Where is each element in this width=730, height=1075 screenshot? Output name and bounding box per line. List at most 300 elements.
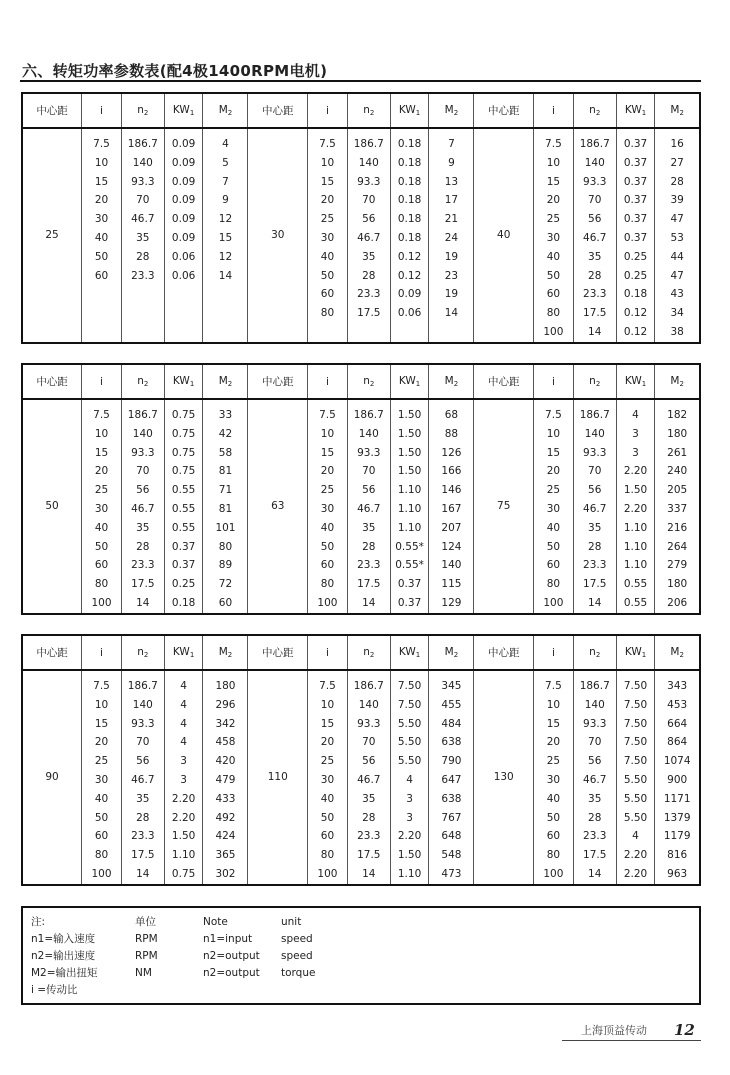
speed-cell: 35	[573, 790, 616, 809]
table-row	[22, 752, 700, 771]
torque-cell: 28	[655, 173, 700, 192]
ratio-cell: 25	[82, 752, 122, 771]
power-cell: 3	[616, 444, 655, 463]
note-row	[23, 931, 699, 947]
ratio-cell: 7.5	[534, 128, 574, 154]
power-cell: 1.10	[616, 538, 655, 557]
ratio-cell: 50	[82, 538, 122, 557]
torque-cell: 15	[203, 229, 248, 248]
torque-cell: 33	[203, 399, 248, 425]
speed-cell: 17.5	[121, 575, 164, 594]
ratio-cell: 10	[308, 425, 348, 444]
power-cell: 0.75	[164, 399, 203, 425]
ratio-cell: 30	[82, 771, 122, 790]
table-row	[22, 519, 700, 538]
header-torque: $M_2$	[655, 635, 700, 670]
torque-cell: 296	[203, 696, 248, 715]
power-cell: 0.12	[390, 248, 429, 267]
torque-cell: 638	[429, 733, 474, 752]
power-cell: 2.20	[164, 809, 203, 828]
table-row	[22, 154, 700, 173]
speed-cell: 46.7	[121, 500, 164, 519]
ratio-cell: 100	[308, 865, 348, 885]
table-row	[22, 481, 700, 500]
header-center-distance: 中心距	[22, 364, 82, 399]
speed-cell: 70	[573, 733, 616, 752]
speed-cell: 35	[121, 519, 164, 538]
ratio-cell: 30	[534, 229, 574, 248]
table-row	[22, 827, 700, 846]
header-ratio: i	[308, 364, 348, 399]
torque-cell: 264	[655, 538, 700, 557]
header-torque: $M_2$	[655, 364, 700, 399]
torque-cell: 453	[655, 696, 700, 715]
power-cell	[390, 323, 429, 343]
power-cell: 7.50	[616, 670, 655, 696]
torque-cell: 27	[655, 154, 700, 173]
torque-cell: 455	[429, 696, 474, 715]
power-cell: 0.18	[164, 594, 203, 614]
power-cell: 4	[390, 771, 429, 790]
speed-cell: 14	[121, 594, 164, 614]
speed-cell: 140	[573, 425, 616, 444]
header-center-distance: 中心距	[22, 635, 82, 670]
ratio-cell	[82, 323, 122, 343]
header-output-speed: $n_2$	[347, 364, 390, 399]
header-center-distance: 中心距	[248, 635, 308, 670]
power-cell: 0.09	[164, 173, 203, 192]
speed-cell	[347, 323, 390, 343]
ratio-cell	[308, 323, 348, 343]
power-cell: 0.55	[616, 575, 655, 594]
torque-cell: 88	[429, 425, 474, 444]
power-cell: 2.20	[616, 865, 655, 885]
speed-cell: 35	[121, 229, 164, 248]
torque-cell: 484	[429, 715, 474, 734]
ratio-cell: 10	[82, 154, 122, 173]
power-cell: 0.75	[164, 462, 203, 481]
table-row	[22, 285, 700, 304]
power-cell: 0.55	[616, 594, 655, 614]
ratio-cell: 15	[534, 444, 574, 463]
speed-cell: 93.3	[121, 715, 164, 734]
power-cell: 0.18	[390, 210, 429, 229]
torque-cell: 345	[429, 670, 474, 696]
torque-cell: 5	[203, 154, 248, 173]
page-title: 六、转矩功率参数表(配4极1400RPM电机)	[22, 62, 328, 80]
torque-cell: 790	[429, 752, 474, 771]
ratio-cell: 100	[534, 865, 574, 885]
torque-cell: 14	[203, 267, 248, 286]
torque-cell: 19	[429, 285, 474, 304]
note-text: 注:	[31, 916, 46, 928]
ratio-cell: 25	[308, 210, 348, 229]
speed-cell: 93.3	[573, 715, 616, 734]
ratio-cell: 10	[534, 696, 574, 715]
ratio-cell: 100	[534, 323, 574, 343]
title-rule	[20, 80, 701, 82]
ratio-cell: 60	[534, 556, 574, 575]
speed-cell: 140	[121, 696, 164, 715]
header-power: $KW_1$	[390, 635, 429, 670]
torque-cell: 548	[429, 846, 474, 865]
speed-cell: 28	[347, 267, 390, 286]
speed-cell: 56	[121, 752, 164, 771]
ratio-cell: 7.5	[308, 128, 348, 154]
speed-cell: 56	[573, 210, 616, 229]
power-cell: 4	[164, 696, 203, 715]
power-cell: 0.37	[390, 575, 429, 594]
ratio-cell: 20	[308, 733, 348, 752]
power-cell: 1.50	[390, 462, 429, 481]
parameter-table-3	[21, 634, 701, 886]
ratio-cell: 100	[82, 865, 122, 885]
power-cell: 3	[164, 771, 203, 790]
speed-cell: 93.3	[121, 173, 164, 192]
header-center-distance: 中心距	[22, 93, 82, 128]
power-cell: 0.37	[616, 191, 655, 210]
ratio-cell: 25	[534, 210, 574, 229]
ratio-cell: 15	[82, 173, 122, 192]
ratio-cell: 7.5	[534, 670, 574, 696]
power-cell: 2.20	[616, 462, 655, 481]
torque-cell: 146	[429, 481, 474, 500]
table-row	[22, 771, 700, 790]
table-row	[22, 267, 700, 286]
torque-cell: 1074	[655, 752, 700, 771]
ratio-cell: 60	[308, 285, 348, 304]
ratio-cell: 50	[534, 267, 574, 286]
power-cell: 1.10	[390, 519, 429, 538]
ratio-cell: 80	[308, 304, 348, 323]
torque-cell: 342	[203, 715, 248, 734]
speed-cell: 35	[573, 248, 616, 267]
torque-cell: 900	[655, 771, 700, 790]
table-row	[22, 575, 700, 594]
torque-cell: 7	[203, 173, 248, 192]
torque-cell: 7	[429, 128, 474, 154]
power-cell: 3	[616, 425, 655, 444]
header-ratio: i	[82, 364, 122, 399]
power-cell	[164, 304, 203, 323]
ratio-cell: 30	[308, 229, 348, 248]
header-torque: $M_2$	[429, 93, 474, 128]
ratio-cell: 7.5	[308, 670, 348, 696]
torque-cell: 206	[655, 594, 700, 614]
speed-cell: 23.3	[121, 267, 164, 286]
power-cell: 0.09	[164, 229, 203, 248]
note-text: torque	[281, 967, 316, 979]
header-output-speed: $n_2$	[121, 364, 164, 399]
ratio-cell: 20	[82, 191, 122, 210]
speed-cell: 46.7	[573, 500, 616, 519]
speed-cell: 23.3	[573, 556, 616, 575]
speed-cell: 28	[573, 538, 616, 557]
power-cell: 1.50	[390, 444, 429, 463]
speed-cell: 35	[347, 519, 390, 538]
note-text: Note	[203, 916, 228, 928]
ratio-cell: 80	[534, 846, 574, 865]
center-distance-cell: 40	[474, 128, 534, 343]
ratio-cell: 50	[82, 809, 122, 828]
header-output-speed: $n_2$	[347, 635, 390, 670]
header-output-speed: $n_2$	[121, 93, 164, 128]
ratio-cell	[82, 304, 122, 323]
header-center-distance: 中心距	[248, 93, 308, 128]
ratio-cell: 10	[308, 696, 348, 715]
ratio-cell: 10	[308, 154, 348, 173]
speed-cell: 17.5	[347, 304, 390, 323]
header-ratio: i	[308, 635, 348, 670]
speed-cell: 46.7	[121, 771, 164, 790]
header-power: $KW_1$	[616, 364, 655, 399]
ratio-cell: 80	[82, 846, 122, 865]
torque-cell: 81	[203, 462, 248, 481]
speed-cell: 56	[573, 481, 616, 500]
torque-cell: 72	[203, 575, 248, 594]
center-distance-cell: 30	[248, 128, 308, 343]
torque-cell: 60	[203, 594, 248, 614]
speed-cell: 17.5	[573, 846, 616, 865]
power-cell: 7.50	[616, 715, 655, 734]
table-row	[22, 670, 700, 696]
header-output-speed: $n_2$	[347, 93, 390, 128]
speed-cell: 17.5	[347, 575, 390, 594]
ratio-cell: 25	[308, 481, 348, 500]
header-ratio: i	[534, 364, 574, 399]
ratio-cell: 25	[534, 481, 574, 500]
speed-cell	[121, 285, 164, 304]
speed-cell	[121, 304, 164, 323]
ratio-cell: 25	[82, 481, 122, 500]
torque-cell: 1171	[655, 790, 700, 809]
center-distance-cell: 90	[22, 670, 82, 885]
torque-cell: 167	[429, 500, 474, 519]
table-row	[22, 128, 700, 154]
speed-cell: 70	[347, 462, 390, 481]
ratio-cell: 80	[308, 575, 348, 594]
speed-cell: 56	[347, 752, 390, 771]
torque-cell: 21	[429, 210, 474, 229]
ratio-cell: 20	[308, 191, 348, 210]
power-cell: 0.18	[616, 285, 655, 304]
header-torque: $M_2$	[203, 635, 248, 670]
power-cell: 1.10	[390, 500, 429, 519]
ratio-cell: 25	[308, 752, 348, 771]
header-torque: $M_2$	[655, 93, 700, 128]
power-cell: 0.37	[616, 128, 655, 154]
ratio-cell: 40	[308, 519, 348, 538]
note-text: M2=输出扭矩	[31, 967, 98, 979]
torque-cell: 53	[655, 229, 700, 248]
header-ratio: i	[308, 93, 348, 128]
speed-cell: 70	[121, 191, 164, 210]
torque-cell: 129	[429, 594, 474, 614]
speed-cell: 28	[573, 809, 616, 828]
speed-cell: 28	[121, 248, 164, 267]
table-row	[22, 462, 700, 481]
ratio-cell: 100	[534, 594, 574, 614]
torque-cell: 433	[203, 790, 248, 809]
speed-cell: 186.7	[121, 399, 164, 425]
header-power: $KW_1$	[164, 635, 203, 670]
power-cell: 1.10	[616, 519, 655, 538]
speed-cell: 70	[121, 462, 164, 481]
power-cell: 1.10	[164, 846, 203, 865]
speed-cell: 186.7	[573, 670, 616, 696]
ratio-cell: 20	[534, 462, 574, 481]
power-cell: 0.18	[390, 229, 429, 248]
power-cell: 5.50	[616, 809, 655, 828]
header-power: $KW_1$	[616, 93, 655, 128]
speed-cell: 23.3	[347, 827, 390, 846]
note-text: n2=输出速度	[31, 950, 96, 962]
torque-cell: 343	[655, 670, 700, 696]
note-text: 单位	[135, 916, 156, 928]
ratio-cell: 20	[308, 462, 348, 481]
power-cell: 7.50	[616, 733, 655, 752]
speed-cell: 23.3	[347, 556, 390, 575]
ratio-cell: 60	[82, 267, 122, 286]
table-row	[22, 696, 700, 715]
power-cell: 0.09	[164, 128, 203, 154]
speed-cell: 23.3	[121, 556, 164, 575]
torque-cell: 166	[429, 462, 474, 481]
power-cell: 0.09	[390, 285, 429, 304]
note-text: n1=input	[203, 933, 253, 945]
speed-cell: 14	[347, 594, 390, 614]
power-cell: 0.37	[164, 556, 203, 575]
power-cell: 1.50	[390, 399, 429, 425]
torque-cell: 302	[203, 865, 248, 885]
speed-cell: 46.7	[573, 229, 616, 248]
ratio-cell: 60	[308, 827, 348, 846]
speed-cell: 140	[347, 154, 390, 173]
center-distance-cell: 130	[474, 670, 534, 885]
torque-cell: 816	[655, 846, 700, 865]
note-text: unit	[281, 916, 302, 928]
torque-cell: 126	[429, 444, 474, 463]
power-cell: 0.37	[616, 173, 655, 192]
ratio-cell	[82, 285, 122, 304]
ratio-cell: 50	[308, 809, 348, 828]
torque-cell: 140	[429, 556, 474, 575]
ratio-cell: 60	[534, 285, 574, 304]
speed-cell: 17.5	[573, 304, 616, 323]
torque-cell: 9	[203, 191, 248, 210]
header-ratio: i	[82, 93, 122, 128]
torque-cell: 638	[429, 790, 474, 809]
torque-cell: 207	[429, 519, 474, 538]
speed-cell: 140	[121, 154, 164, 173]
power-cell: 4	[616, 399, 655, 425]
speed-cell: 140	[121, 425, 164, 444]
torque-cell: 182	[655, 399, 700, 425]
torque-cell: 71	[203, 481, 248, 500]
ratio-cell: 50	[308, 267, 348, 286]
ratio-cell: 40	[308, 248, 348, 267]
center-distance-cell: 50	[22, 399, 82, 614]
torque-cell: 16	[655, 128, 700, 154]
ratio-cell: 80	[82, 575, 122, 594]
power-cell: 0.55	[164, 519, 203, 538]
torque-cell	[203, 323, 248, 343]
torque-cell: 420	[203, 752, 248, 771]
ratio-cell: 7.5	[82, 670, 122, 696]
speed-cell: 46.7	[347, 229, 390, 248]
torque-cell: 4	[203, 128, 248, 154]
speed-cell: 140	[573, 154, 616, 173]
table-row	[22, 715, 700, 734]
torque-cell: 101	[203, 519, 248, 538]
power-cell: 0.18	[390, 128, 429, 154]
speed-cell: 93.3	[347, 444, 390, 463]
torque-cell: 1379	[655, 809, 700, 828]
power-cell: 7.50	[390, 670, 429, 696]
power-cell	[164, 285, 203, 304]
center-distance-cell: 63	[248, 399, 308, 614]
speed-cell: 56	[573, 752, 616, 771]
power-cell: 5.50	[390, 752, 429, 771]
power-cell: 2.20	[164, 790, 203, 809]
ratio-cell: 25	[534, 752, 574, 771]
speed-cell: 56	[347, 481, 390, 500]
torque-cell: 647	[429, 771, 474, 790]
power-cell: 0.37	[616, 154, 655, 173]
speed-cell: 46.7	[121, 210, 164, 229]
speed-cell: 140	[573, 696, 616, 715]
ratio-cell: 30	[308, 500, 348, 519]
table-row	[22, 248, 700, 267]
torque-cell: 205	[655, 481, 700, 500]
table-row	[22, 809, 700, 828]
ratio-cell: 100	[82, 594, 122, 614]
ratio-cell: 15	[308, 444, 348, 463]
power-cell: 0.18	[390, 154, 429, 173]
ratio-cell: 80	[534, 575, 574, 594]
header-center-distance: 中心距	[248, 364, 308, 399]
torque-cell: 89	[203, 556, 248, 575]
torque-cell: 43	[655, 285, 700, 304]
power-cell: 2.20	[616, 500, 655, 519]
header-output-speed: $n_2$	[573, 635, 616, 670]
center-distance-cell: 75	[474, 399, 534, 614]
power-cell: 0.75	[164, 444, 203, 463]
table-row	[22, 191, 700, 210]
speed-cell: 14	[573, 323, 616, 343]
torque-cell: 180	[203, 670, 248, 696]
torque-cell: 261	[655, 444, 700, 463]
speed-cell: 14	[121, 865, 164, 885]
note-text: speed	[281, 950, 313, 962]
footer-rule	[562, 1040, 701, 1041]
table-row	[22, 500, 700, 519]
speed-cell: 14	[573, 594, 616, 614]
torque-cell: 13	[429, 173, 474, 192]
speed-cell: 35	[347, 248, 390, 267]
torque-cell: 337	[655, 500, 700, 519]
footer-brand: 上海顶益传动	[581, 1024, 647, 1037]
ratio-cell: 40	[82, 790, 122, 809]
page-number: 12	[674, 1021, 695, 1039]
center-distance-cell: 25	[22, 128, 82, 343]
speed-cell: 93.3	[347, 173, 390, 192]
torque-cell: 479	[203, 771, 248, 790]
note-text: n1=输入速度	[31, 933, 96, 945]
speed-cell: 186.7	[573, 399, 616, 425]
power-cell: 1.50	[616, 481, 655, 500]
speed-cell: 28	[573, 267, 616, 286]
